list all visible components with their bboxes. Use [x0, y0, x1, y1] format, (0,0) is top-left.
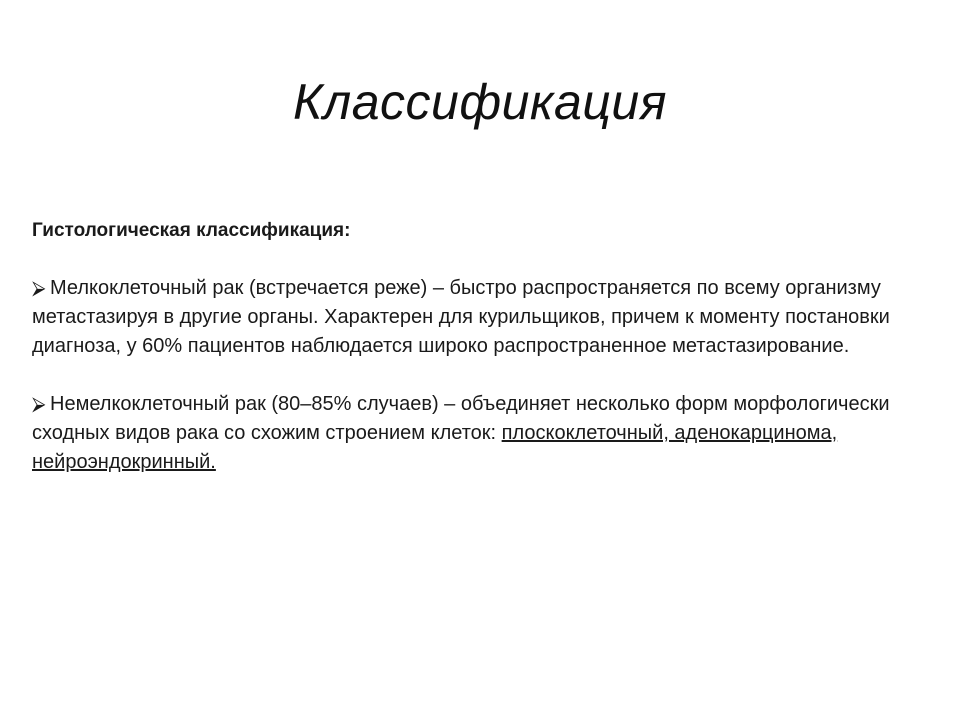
bullet-item-small-cell	[32, 274, 932, 361]
arrow-bullet-icon: ⮚	[32, 394, 46, 415]
bullet-text: Немелкоклеточный рак (80–85% случаев) – объединяет несколько форм морфологически сходных видов рака со схожим строением клеток:	[32, 393, 890, 444]
arrow-bullet-icon: ⮚	[32, 278, 46, 299]
slide-title: Классификация	[293, 74, 667, 130]
underlined-types: плоскоклеточный, аденокарцинома, нейроэндокринный.	[32, 422, 838, 473]
subheading: Гистологическая классификация:	[32, 220, 351, 241]
bullet-item-non-small-cell	[32, 390, 932, 477]
bullet-text: Мелкоклеточный рак (встречается реже) – быстро распространяется по всему организму метастазируя в другие органы. Характерен для курильщиков, причем к моменту постановки диагноза, у 60% пациентов наблюдается широко распространенное метастазирование.	[32, 277, 890, 357]
slide-content	[32, 216, 932, 506]
